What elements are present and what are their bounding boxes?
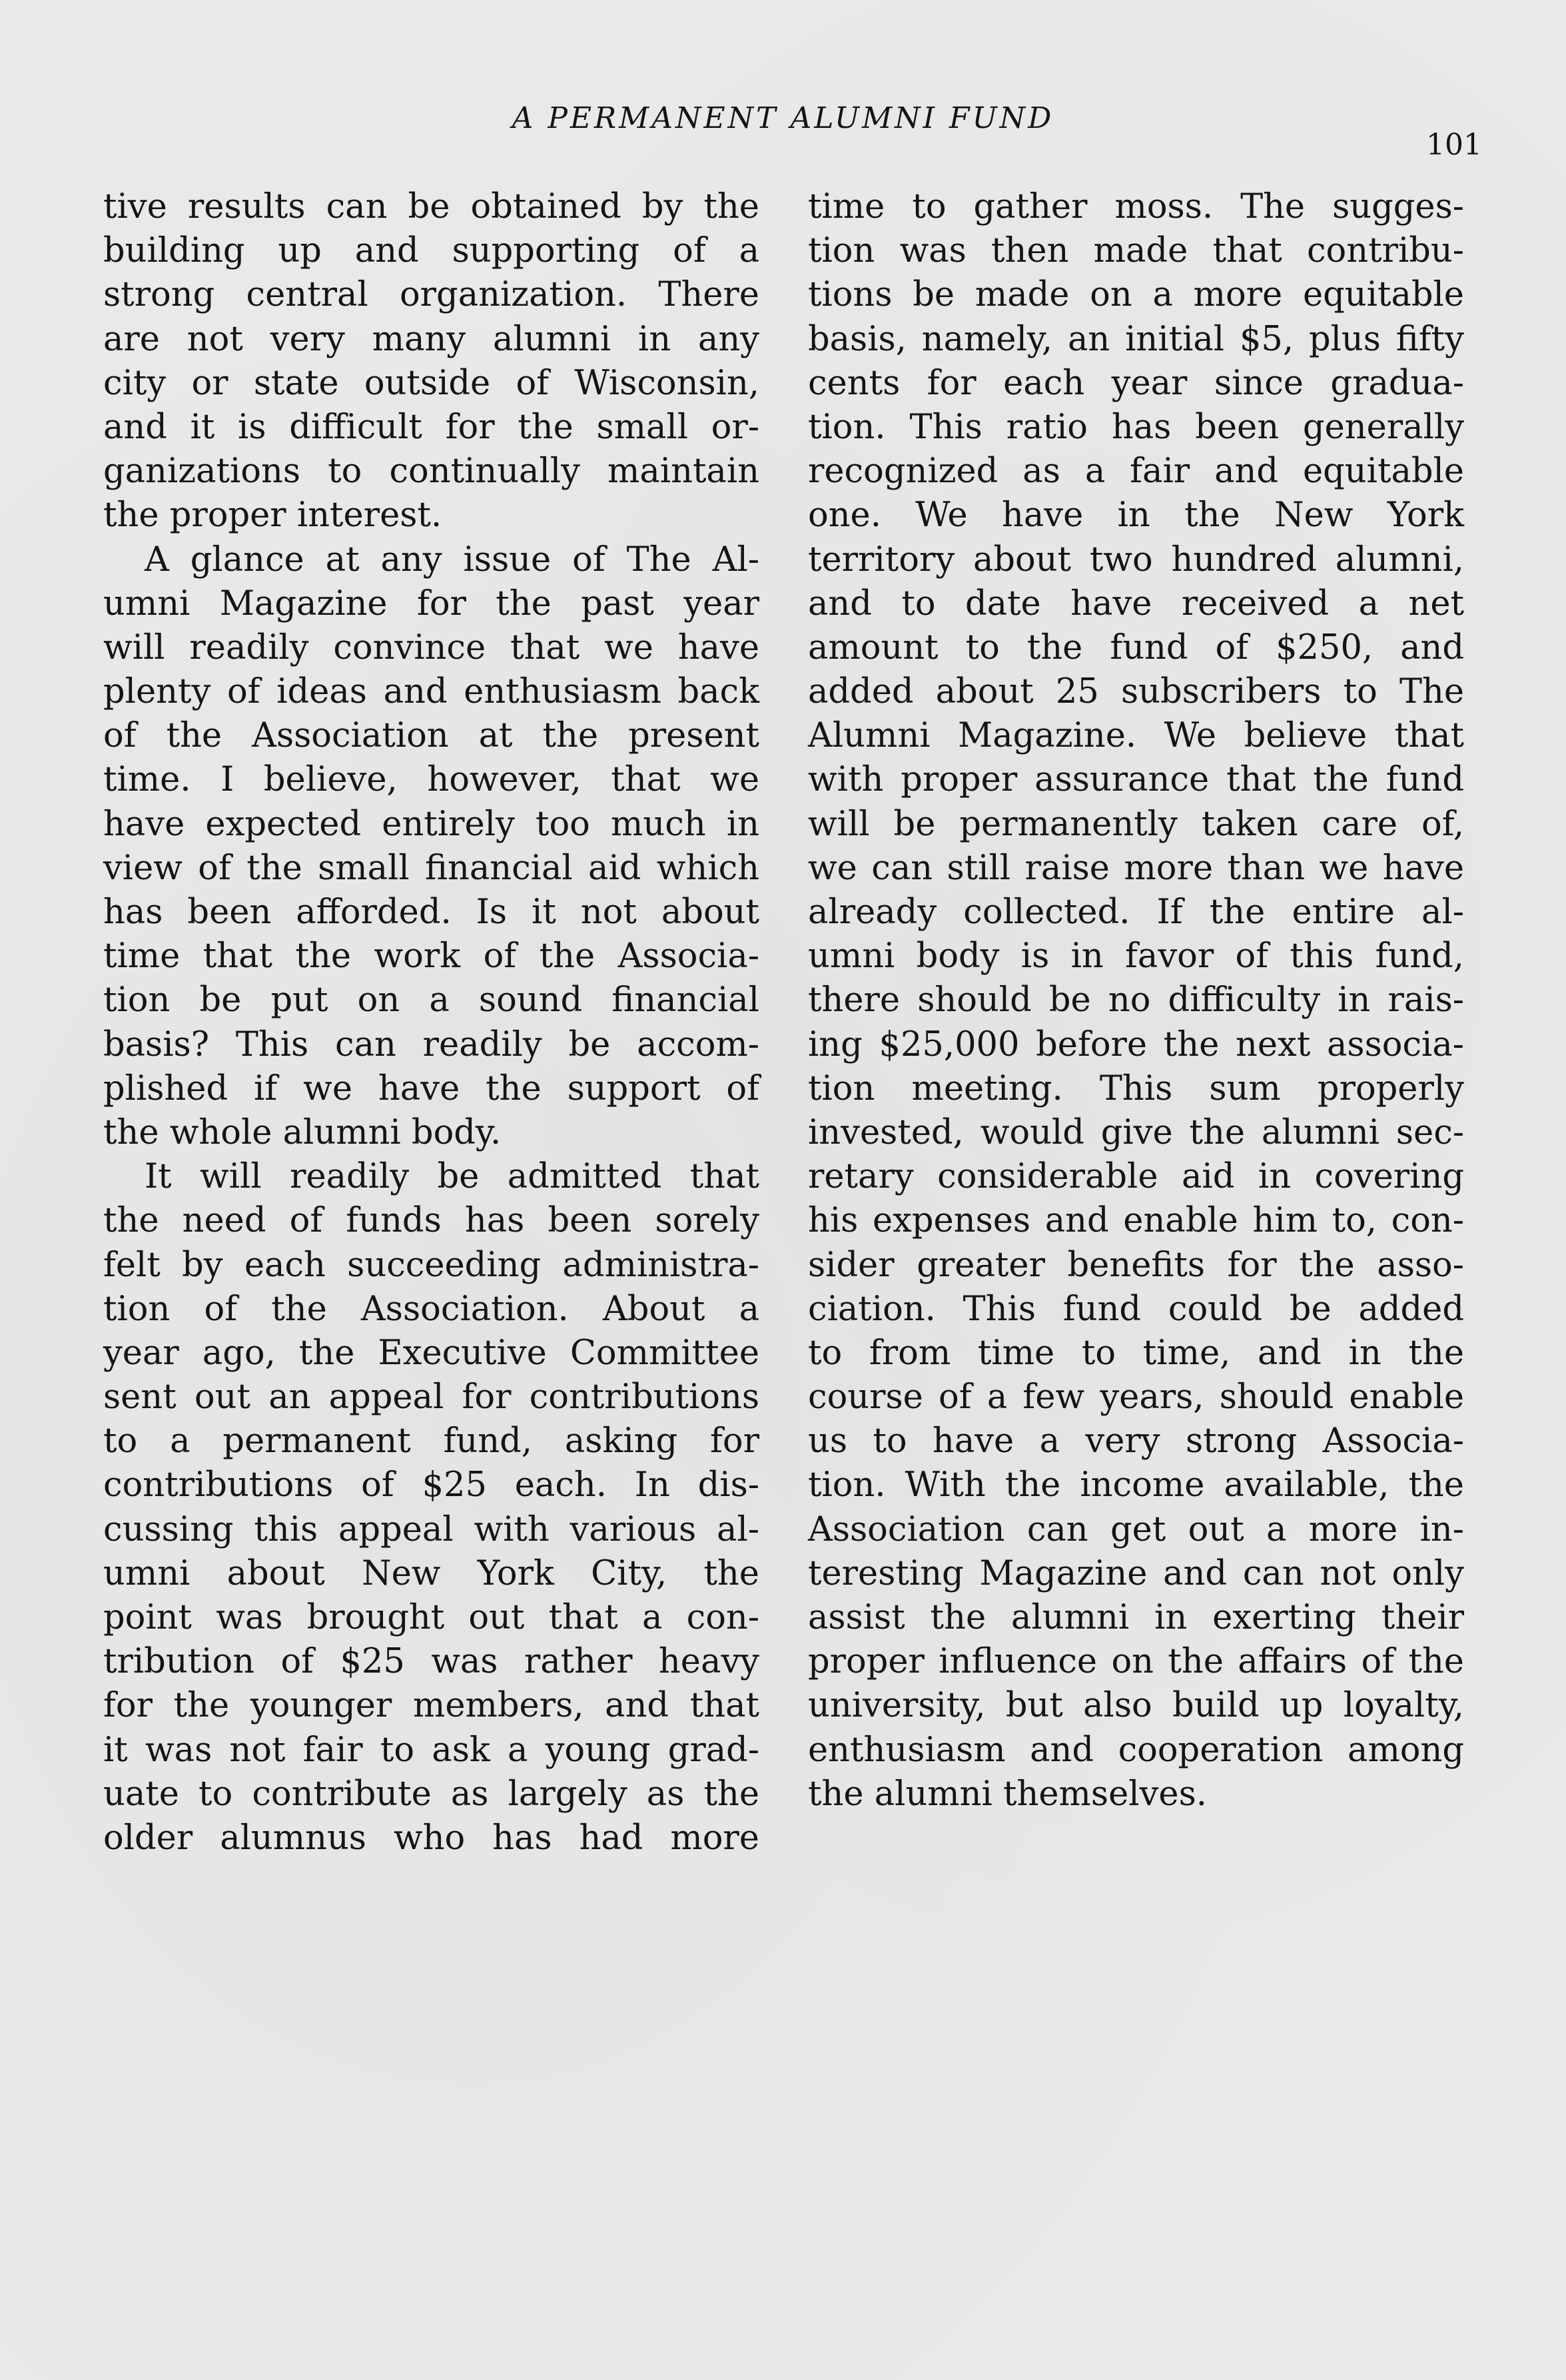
text-line: and to date have received a net: [808, 584, 1464, 623]
text-line: time to gather moss. The sugges-: [808, 187, 1464, 226]
text-line: Alumni Magazine. We believe that: [808, 716, 1464, 756]
text-line: to from time to time, and in the: [808, 1333, 1464, 1373]
text-line: ganizations to continually maintain: [103, 452, 759, 492]
text-line: tribution of $25 was rather heavy: [103, 1642, 759, 1682]
text-line: tive results can be obtained by the: [103, 187, 759, 226]
text-line: basis? This can readily be accom-: [103, 1024, 759, 1064]
text-line: have expected entirely too much in: [103, 804, 759, 844]
text-line: ing $25,000 before the next associa-: [808, 1024, 1464, 1064]
text-line: It will readily be admitted that: [145, 1157, 759, 1197]
text-line: will be permanently taken care of,: [808, 804, 1464, 844]
text-line: for the younger members, and that: [103, 1686, 759, 1726]
text-line: assist the alumni in exerting their: [808, 1598, 1464, 1637]
text-line: time. I believe, however, that we: [103, 760, 759, 800]
text-line: university, but also build up loyalty,: [808, 1686, 1464, 1726]
text-line: will readily convince that we have: [103, 627, 759, 667]
text-line: view of the small financial aid which: [103, 848, 759, 888]
text-line: cents for each year since gradua-: [808, 363, 1464, 403]
text-line: umni Magazine for the past year: [103, 584, 759, 623]
text-line: basis, namely, an initial $5, plus fifty: [808, 319, 1464, 359]
text-line: to a permanent fund, asking for: [103, 1421, 759, 1461]
text-line: plished if we have the support of: [103, 1068, 759, 1108]
text-line: invested, would give the alumni sec-: [808, 1112, 1464, 1152]
running-title: A PERMANENT ALUMNI FUND: [512, 101, 1054, 135]
text-line: point was brought out that a con-: [103, 1598, 759, 1637]
text-line: time that the work of the Associa-: [103, 937, 759, 977]
text-line: added about 25 subscribers to The: [808, 672, 1464, 712]
text-line: tions be made on a more equitable: [808, 275, 1464, 315]
text-line: ciation. This fund could be added: [808, 1289, 1464, 1329]
text-line: strong central organization. There: [103, 275, 759, 315]
text-line: sent out an appeal for contributions: [103, 1378, 759, 1417]
text-line: older alumnus who has had more: [103, 1818, 759, 1858]
text-line: Association can get out a more in-: [808, 1509, 1464, 1549]
text-line: tion meeting. This sum properly: [808, 1068, 1464, 1108]
text-line: uate to contribute as largely as the: [103, 1774, 759, 1814]
text-line: and it is difficult for the small or-: [103, 407, 759, 447]
left-text-column: [103, 185, 759, 1860]
page-number: 101: [1426, 128, 1482, 162]
text-line: territory about two hundred alumni,: [808, 540, 1464, 580]
text-line: already collected. If the entire al-: [808, 893, 1464, 932]
text-line: tion was then made that contribu-: [808, 231, 1464, 271]
text-line: us to have a very strong Associa-: [808, 1421, 1464, 1461]
text-line: umni body is in favor of this fund,: [808, 937, 1464, 977]
text-line: of the Association at the present: [103, 716, 759, 756]
text-line: the proper interest.: [103, 496, 442, 536]
text-line: with proper assurance that the fund: [808, 760, 1464, 800]
text-line: recognized as a fair and equitable: [808, 452, 1464, 492]
text-line: umni about New York City, the: [103, 1553, 759, 1593]
text-line: tion. With the income available, the: [808, 1465, 1464, 1505]
text-line: contributions of $25 each. In dis-: [103, 1465, 759, 1505]
text-line: tion be put on a sound financial: [103, 981, 759, 1020]
text-line: enthusiasm and cooperation among: [808, 1730, 1464, 1770]
text-line: felt by each succeeding administra-: [103, 1245, 759, 1285]
text-line: the whole alumni body.: [103, 1112, 502, 1152]
text-line: there should be no difficulty in rais-: [808, 981, 1464, 1020]
text-line: his expenses and enable him to, con-: [808, 1201, 1464, 1241]
text-line: it was not fair to ask a young grad-: [103, 1730, 759, 1770]
text-line: the need of funds has been sorely: [103, 1201, 759, 1241]
text-line: tion. This ratio has been generally: [808, 407, 1464, 447]
text-line: cussing this appeal with various al-: [103, 1509, 759, 1549]
text-line: are not very many alumni in any: [103, 319, 759, 359]
text-line: one. We have in the New York: [808, 496, 1464, 536]
text-line: tion of the Association. About a: [103, 1289, 759, 1329]
right-text-column: [808, 185, 1464, 1816]
text-line: building up and supporting of a: [103, 231, 759, 271]
text-line: city or state outside of Wisconsin,: [103, 363, 759, 403]
text-line: retary considerable aid in covering: [808, 1157, 1464, 1197]
text-line: has been afforded. Is it not about: [103, 893, 759, 932]
text-line: sider greater benefits for the asso-: [808, 1245, 1464, 1285]
text-line: proper influence on the affairs of the: [808, 1642, 1464, 1682]
text-line: year ago, the Executive Committee: [103, 1333, 759, 1373]
text-line: plenty of ideas and enthusiasm back: [103, 672, 759, 712]
text-line: A glance at any issue of The Al-: [145, 540, 759, 580]
text-line: course of a few years, should enable: [808, 1378, 1464, 1417]
text-line: we can still raise more than we have: [808, 848, 1464, 888]
text-line: the alumni themselves.: [808, 1774, 1207, 1814]
text-line: teresting Magazine and can not only: [808, 1553, 1464, 1593]
text-line: amount to the fund of $250, and: [808, 627, 1464, 667]
